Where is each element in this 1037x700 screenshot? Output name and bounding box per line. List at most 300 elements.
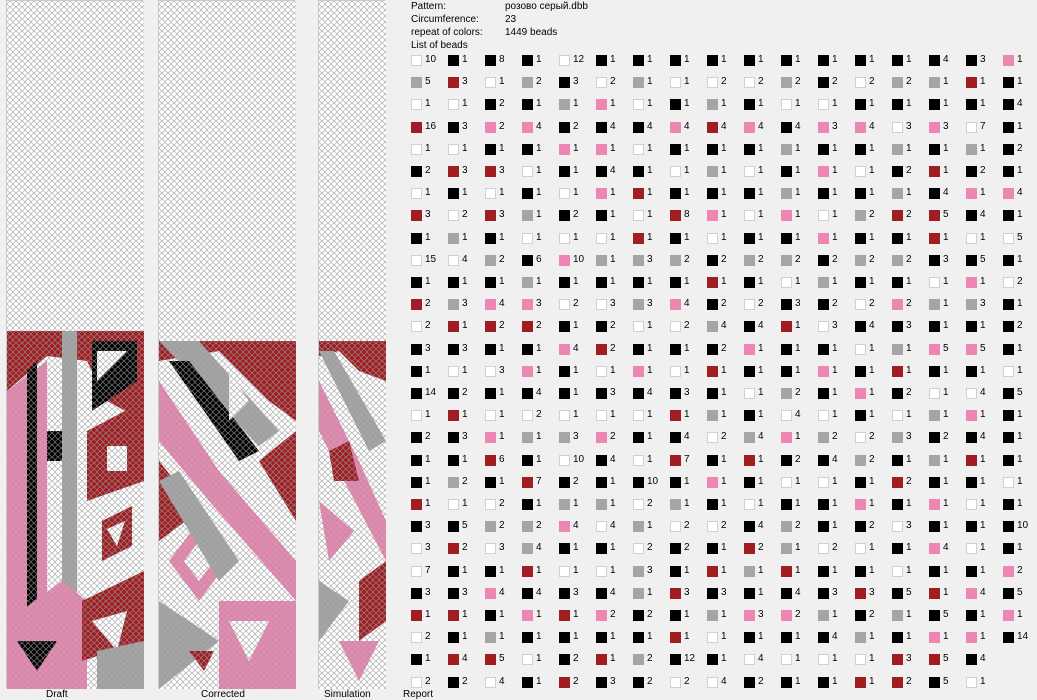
bead-row xyxy=(670,366,704,378)
bead-row xyxy=(411,566,445,578)
bead-count: 1 xyxy=(425,364,431,376)
bead-count: 1 xyxy=(499,609,505,620)
bead-row xyxy=(892,233,926,245)
bead-count: 1 xyxy=(758,475,764,487)
bead-row xyxy=(633,499,667,511)
bead-count: 1 xyxy=(906,231,912,243)
bead-swatch-icon xyxy=(448,366,459,377)
bead-swatch-icon xyxy=(744,432,755,443)
bead-count: 1 xyxy=(462,187,468,199)
bead-row xyxy=(1003,388,1037,400)
bead-count: 2 xyxy=(425,320,431,332)
bead-swatch-icon xyxy=(559,477,570,488)
bead-row xyxy=(1003,210,1037,222)
bead-row xyxy=(411,55,445,67)
bead-swatch-icon xyxy=(781,277,792,288)
bead-swatch-icon xyxy=(781,410,792,421)
bead-row xyxy=(929,299,963,311)
bead-count: 1 xyxy=(573,387,579,398)
bead-count: 3 xyxy=(647,564,653,576)
bead-count: 2 xyxy=(795,520,801,532)
bead-swatch-icon xyxy=(892,144,903,155)
bead-swatch-icon xyxy=(818,344,829,355)
bead-swatch-icon xyxy=(670,477,681,488)
bead-count: 1 xyxy=(536,142,542,154)
bead-swatch-icon xyxy=(855,432,866,443)
bead-swatch-icon xyxy=(670,55,681,66)
bead-swatch-icon xyxy=(522,632,533,643)
bead-swatch-icon xyxy=(892,210,903,221)
bead-row xyxy=(855,654,889,666)
bead-swatch-icon xyxy=(1003,77,1014,88)
bead-swatch-icon xyxy=(411,410,422,421)
bead-row xyxy=(448,677,482,689)
bead-count: 1 xyxy=(573,564,579,576)
bead-swatch-icon xyxy=(633,210,644,221)
bead-count: 4 xyxy=(795,586,801,598)
bead-row xyxy=(670,543,704,555)
bead-swatch-icon xyxy=(744,632,755,643)
bead-count: 2 xyxy=(906,76,912,88)
bead-count: 2 xyxy=(795,253,801,265)
bead-row xyxy=(559,588,593,600)
bead-row xyxy=(485,521,519,533)
bead-swatch-icon xyxy=(522,455,533,466)
simulation-panel[interactable] xyxy=(318,0,385,688)
bead-swatch-icon xyxy=(485,499,496,510)
repeat-label: repeat of colors: xyxy=(411,27,483,38)
bead-row xyxy=(670,122,704,134)
bead-swatch-icon xyxy=(559,610,570,621)
bead-swatch-icon xyxy=(1003,188,1014,199)
bead-count: 4 xyxy=(980,431,986,443)
bead-row xyxy=(707,188,741,200)
bead-row xyxy=(670,499,704,511)
bead-count: 1 xyxy=(906,498,912,509)
bead-count: 3 xyxy=(906,653,912,665)
bead-count: 3 xyxy=(906,431,912,443)
bead-count: 1 xyxy=(684,498,690,509)
bead-count: 1 xyxy=(721,276,727,287)
bead-count: 1 xyxy=(499,276,505,287)
bead-swatch-icon xyxy=(929,299,940,310)
bead-swatch-icon xyxy=(781,677,792,688)
bead-row xyxy=(411,321,445,333)
bead-swatch-icon xyxy=(781,99,792,110)
bead-row xyxy=(892,122,926,134)
bead-count: 4 xyxy=(610,120,616,132)
bead-count: 3 xyxy=(499,364,505,376)
bead-swatch-icon xyxy=(966,77,977,88)
bead-row xyxy=(707,55,741,67)
bead-count: 3 xyxy=(573,586,579,598)
bead-swatch-icon xyxy=(818,388,829,399)
bead-count: 10 xyxy=(573,253,585,265)
bead-swatch-icon xyxy=(1003,410,1014,421)
bead-row xyxy=(448,122,482,134)
circumference-row xyxy=(411,14,517,26)
bead-count: 5 xyxy=(943,675,949,687)
bead-count: 4 xyxy=(721,675,727,687)
bead-row xyxy=(707,366,741,378)
bead-row xyxy=(633,588,667,600)
bead-count: 3 xyxy=(610,298,616,310)
bead-swatch-icon xyxy=(522,277,533,288)
bead-count: 1 xyxy=(795,475,801,487)
bead-count: 2 xyxy=(462,387,468,398)
bead-count: 3 xyxy=(906,520,912,532)
bead-swatch-icon xyxy=(670,166,681,177)
bead-swatch-icon xyxy=(781,233,792,244)
bead-swatch-icon xyxy=(559,344,570,355)
bead-count: 5 xyxy=(980,253,986,265)
bead-swatch-icon xyxy=(411,388,422,399)
bead-row xyxy=(744,166,778,178)
list-of-beads-label: List of beads xyxy=(411,40,468,51)
bead-row xyxy=(522,210,556,222)
bead-row xyxy=(855,277,889,289)
bead-swatch-icon xyxy=(744,77,755,88)
bead-swatch-icon xyxy=(559,455,570,466)
bead-swatch-icon xyxy=(929,477,940,488)
bead-count: 1 xyxy=(758,409,764,421)
bead-row xyxy=(670,521,704,533)
bead-row xyxy=(1003,299,1037,311)
bead-row xyxy=(633,366,667,378)
bead-swatch-icon xyxy=(966,122,977,133)
bead-row xyxy=(929,654,963,666)
bead-swatch-icon xyxy=(744,233,755,244)
bead-row xyxy=(781,521,815,533)
bead-swatch-icon xyxy=(892,344,903,355)
bead-row xyxy=(855,432,889,444)
bead-count: 4 xyxy=(610,586,616,598)
bead-swatch-icon xyxy=(781,366,792,377)
bead-row xyxy=(633,521,667,533)
bead-count: 1 xyxy=(832,520,838,532)
bead-row xyxy=(559,632,593,644)
bead-count: 3 xyxy=(980,54,986,65)
bead-swatch-icon xyxy=(485,55,496,66)
bead-row xyxy=(633,144,667,156)
bead-swatch-icon xyxy=(485,321,496,332)
bead-count: 1 xyxy=(1017,165,1023,176)
bead-swatch-icon xyxy=(596,677,607,688)
bead-count: 3 xyxy=(721,586,727,598)
bead-swatch-icon xyxy=(559,543,570,554)
bead-swatch-icon xyxy=(855,144,866,155)
bead-count: 1 xyxy=(536,342,542,354)
bead-count: 1 xyxy=(573,364,579,376)
bead-count: 3 xyxy=(425,209,431,221)
bead-count: 4 xyxy=(758,120,764,132)
bead-swatch-icon xyxy=(818,543,829,554)
bead-swatch-icon xyxy=(707,99,718,110)
bead-swatch-icon xyxy=(966,344,977,355)
bead-count: 4 xyxy=(943,187,949,199)
bead-count: 1 xyxy=(869,98,875,110)
bead-swatch-icon xyxy=(559,144,570,155)
bead-swatch-icon xyxy=(818,77,829,88)
bead-row xyxy=(633,210,667,222)
bead-count: 1 xyxy=(980,98,986,110)
bead-count: 3 xyxy=(499,209,505,221)
bead-swatch-icon xyxy=(929,122,940,133)
bead-row xyxy=(855,122,889,134)
bead-swatch-icon xyxy=(596,99,607,110)
bead-row xyxy=(522,233,556,245)
bead-count: 1 xyxy=(647,142,653,154)
bead-count: 2 xyxy=(499,98,505,110)
bead-swatch-icon xyxy=(1003,210,1014,221)
bead-swatch-icon xyxy=(1003,566,1014,577)
bead-swatch-icon xyxy=(707,521,718,532)
bead-row xyxy=(448,610,482,622)
bead-row xyxy=(485,188,519,200)
bead-count: 1 xyxy=(795,98,801,110)
bead-count: 1 xyxy=(425,231,431,243)
bead-row xyxy=(966,432,1000,444)
bead-row xyxy=(559,277,593,289)
bead-count: 1 xyxy=(536,453,542,465)
bead-row xyxy=(966,344,1000,356)
bead-swatch-icon xyxy=(633,632,644,643)
bead-row xyxy=(485,654,519,666)
bead-count: 1 xyxy=(684,342,690,354)
bead-swatch-icon xyxy=(781,210,792,221)
bead-swatch-icon xyxy=(781,588,792,599)
bead-swatch-icon xyxy=(411,255,422,266)
bead-swatch-icon xyxy=(448,521,459,532)
bead-row xyxy=(596,77,630,89)
bead-swatch-icon xyxy=(744,499,755,510)
bead-swatch-icon xyxy=(485,144,496,155)
bead-count: 1 xyxy=(610,364,616,376)
bead-swatch-icon xyxy=(744,188,755,199)
bead-count: 1 xyxy=(869,631,875,643)
bead-row xyxy=(670,277,704,289)
bead-count: 2 xyxy=(499,253,505,265)
bead-count: 1 xyxy=(795,431,801,443)
bead-row xyxy=(744,677,778,689)
bead-swatch-icon xyxy=(633,99,644,110)
bead-count: 1 xyxy=(758,187,764,199)
circumference-label: Circumference: xyxy=(411,14,479,25)
bead-count: 2 xyxy=(832,253,838,265)
bead-row xyxy=(411,610,445,622)
bead-count: 2 xyxy=(425,431,431,443)
bead-row xyxy=(485,144,519,156)
bead-row xyxy=(892,566,926,578)
bead-swatch-icon xyxy=(596,632,607,643)
bead-row xyxy=(855,499,889,511)
bead-swatch-icon xyxy=(633,122,644,133)
bead-count: 1 xyxy=(1017,76,1023,88)
bead-row xyxy=(966,588,1000,600)
bead-count: 1 xyxy=(425,453,431,465)
bead-row xyxy=(892,499,926,511)
bead-row xyxy=(744,588,778,600)
bead-swatch-icon xyxy=(411,455,422,466)
bead-swatch-icon xyxy=(633,455,644,466)
bead-row xyxy=(966,366,1000,378)
bead-count: 4 xyxy=(795,409,801,421)
bead-count: 1 xyxy=(536,609,542,620)
bead-count: 1 xyxy=(795,675,801,687)
bead-count: 1 xyxy=(795,342,801,354)
bead-count: 2 xyxy=(684,542,690,554)
bead-swatch-icon xyxy=(670,610,681,621)
bead-row xyxy=(633,166,667,178)
bead-count: 2 xyxy=(721,431,727,443)
bead-row xyxy=(892,210,926,222)
bead-row xyxy=(707,499,741,511)
bead-swatch-icon xyxy=(485,410,496,421)
bead-count: 2 xyxy=(573,653,579,665)
bead-swatch-icon xyxy=(448,588,459,599)
bead-swatch-icon xyxy=(892,99,903,110)
bead-row xyxy=(411,499,445,511)
bead-swatch-icon xyxy=(522,344,533,355)
bead-count: 4 xyxy=(536,586,542,598)
bead-row xyxy=(781,210,815,222)
bead-count: 2 xyxy=(425,631,431,643)
bead-row xyxy=(559,610,593,622)
bead-swatch-icon xyxy=(929,344,940,355)
bead-swatch-icon xyxy=(929,55,940,66)
bead-count: 1 xyxy=(943,142,949,154)
bead-count: 1 xyxy=(943,498,949,509)
bead-count: 3 xyxy=(462,342,468,354)
bead-count: 4 xyxy=(832,631,838,643)
bead-swatch-icon xyxy=(818,166,829,177)
bead-row xyxy=(707,99,741,111)
bead-swatch-icon xyxy=(966,566,977,577)
bead-row xyxy=(411,588,445,600)
bead-count: 1 xyxy=(758,98,764,110)
bead-swatch-icon xyxy=(670,566,681,577)
bead-count: 2 xyxy=(980,165,986,176)
bead-swatch-icon xyxy=(781,122,792,133)
bead-swatch-icon xyxy=(781,632,792,643)
bead-count: 2 xyxy=(869,431,875,443)
bead-count: 2 xyxy=(647,675,653,687)
bead-count: 4 xyxy=(647,387,653,398)
bead-swatch-icon xyxy=(744,55,755,66)
bead-swatch-icon xyxy=(1003,55,1014,66)
bead-swatch-icon xyxy=(929,99,940,110)
bead-row xyxy=(522,366,556,378)
bead-swatch-icon xyxy=(596,188,607,199)
bead-row xyxy=(744,144,778,156)
bead-count: 2 xyxy=(573,298,579,310)
bead-row xyxy=(892,99,926,111)
bead-row xyxy=(559,366,593,378)
bead-row xyxy=(707,432,741,444)
bead-row xyxy=(929,255,963,267)
corrected-panel[interactable] xyxy=(158,0,295,688)
bead-count: 2 xyxy=(721,520,727,532)
bead-count: 2 xyxy=(906,675,912,687)
bead-count: 1 xyxy=(943,165,949,176)
bead-count: 1 xyxy=(610,98,616,110)
bead-count: 1 xyxy=(980,453,986,465)
bead-swatch-icon xyxy=(744,344,755,355)
bead-count: 2 xyxy=(869,298,875,310)
bead-swatch-icon xyxy=(522,210,533,221)
bead-swatch-icon xyxy=(670,188,681,199)
bead-count: 1 xyxy=(462,98,468,110)
bead-row xyxy=(596,610,630,622)
bead-count: 1 xyxy=(647,98,653,110)
bead-count: 1 xyxy=(1017,209,1023,221)
bead-count: 1 xyxy=(943,475,949,487)
bead-row xyxy=(485,210,519,222)
bead-row xyxy=(596,410,630,422)
bead-swatch-icon xyxy=(670,499,681,510)
bead-swatch-icon xyxy=(411,677,422,688)
bead-row xyxy=(781,188,815,200)
bead-row xyxy=(781,144,815,156)
bead-swatch-icon xyxy=(670,677,681,688)
bead-swatch-icon xyxy=(855,188,866,199)
corrected-pattern-grid xyxy=(159,1,296,689)
bead-swatch-icon xyxy=(596,566,607,577)
bead-swatch-icon xyxy=(966,366,977,377)
bead-count: 1 xyxy=(610,187,616,199)
bead-count: 1 xyxy=(610,253,616,265)
bead-swatch-icon xyxy=(892,188,903,199)
bead-swatch-icon xyxy=(596,410,607,421)
bead-row xyxy=(966,122,1000,134)
bead-swatch-icon xyxy=(744,677,755,688)
bead-count: 1 xyxy=(647,586,653,598)
bead-count: 1 xyxy=(536,675,542,687)
bead-count: 5 xyxy=(499,653,505,665)
bead-row xyxy=(744,188,778,200)
bead-count: 4 xyxy=(1017,187,1023,199)
bead-swatch-icon xyxy=(781,566,792,577)
bead-count: 1 xyxy=(906,276,912,287)
bead-count: 1 xyxy=(795,653,801,665)
bead-count: 1 xyxy=(758,209,764,221)
pattern-label: Pattern: xyxy=(411,1,447,12)
bead-row xyxy=(411,255,445,267)
bead-row xyxy=(855,388,889,400)
draft-panel[interactable] xyxy=(6,0,143,688)
bead-row xyxy=(596,55,630,67)
bead-swatch-icon xyxy=(966,255,977,266)
bead-swatch-icon xyxy=(744,210,755,221)
bead-count: 6 xyxy=(499,453,505,465)
bead-count: 1 xyxy=(721,364,727,376)
bead-count: 2 xyxy=(647,542,653,554)
bead-count: 1 xyxy=(721,542,727,554)
bead-swatch-icon xyxy=(633,55,644,66)
bead-count: 1 xyxy=(721,98,727,110)
bead-count: 1 xyxy=(869,675,875,687)
bead-swatch-icon xyxy=(670,344,681,355)
bead-count: 1 xyxy=(499,187,505,199)
bead-row xyxy=(929,277,963,289)
bead-count: 1 xyxy=(869,653,875,665)
bead-count: 1 xyxy=(647,76,653,88)
bead-row xyxy=(670,299,704,311)
bead-count: 1 xyxy=(647,165,653,176)
bead-count: 2 xyxy=(610,609,616,620)
bead-count: 2 xyxy=(684,520,690,532)
bead-swatch-icon xyxy=(892,233,903,244)
